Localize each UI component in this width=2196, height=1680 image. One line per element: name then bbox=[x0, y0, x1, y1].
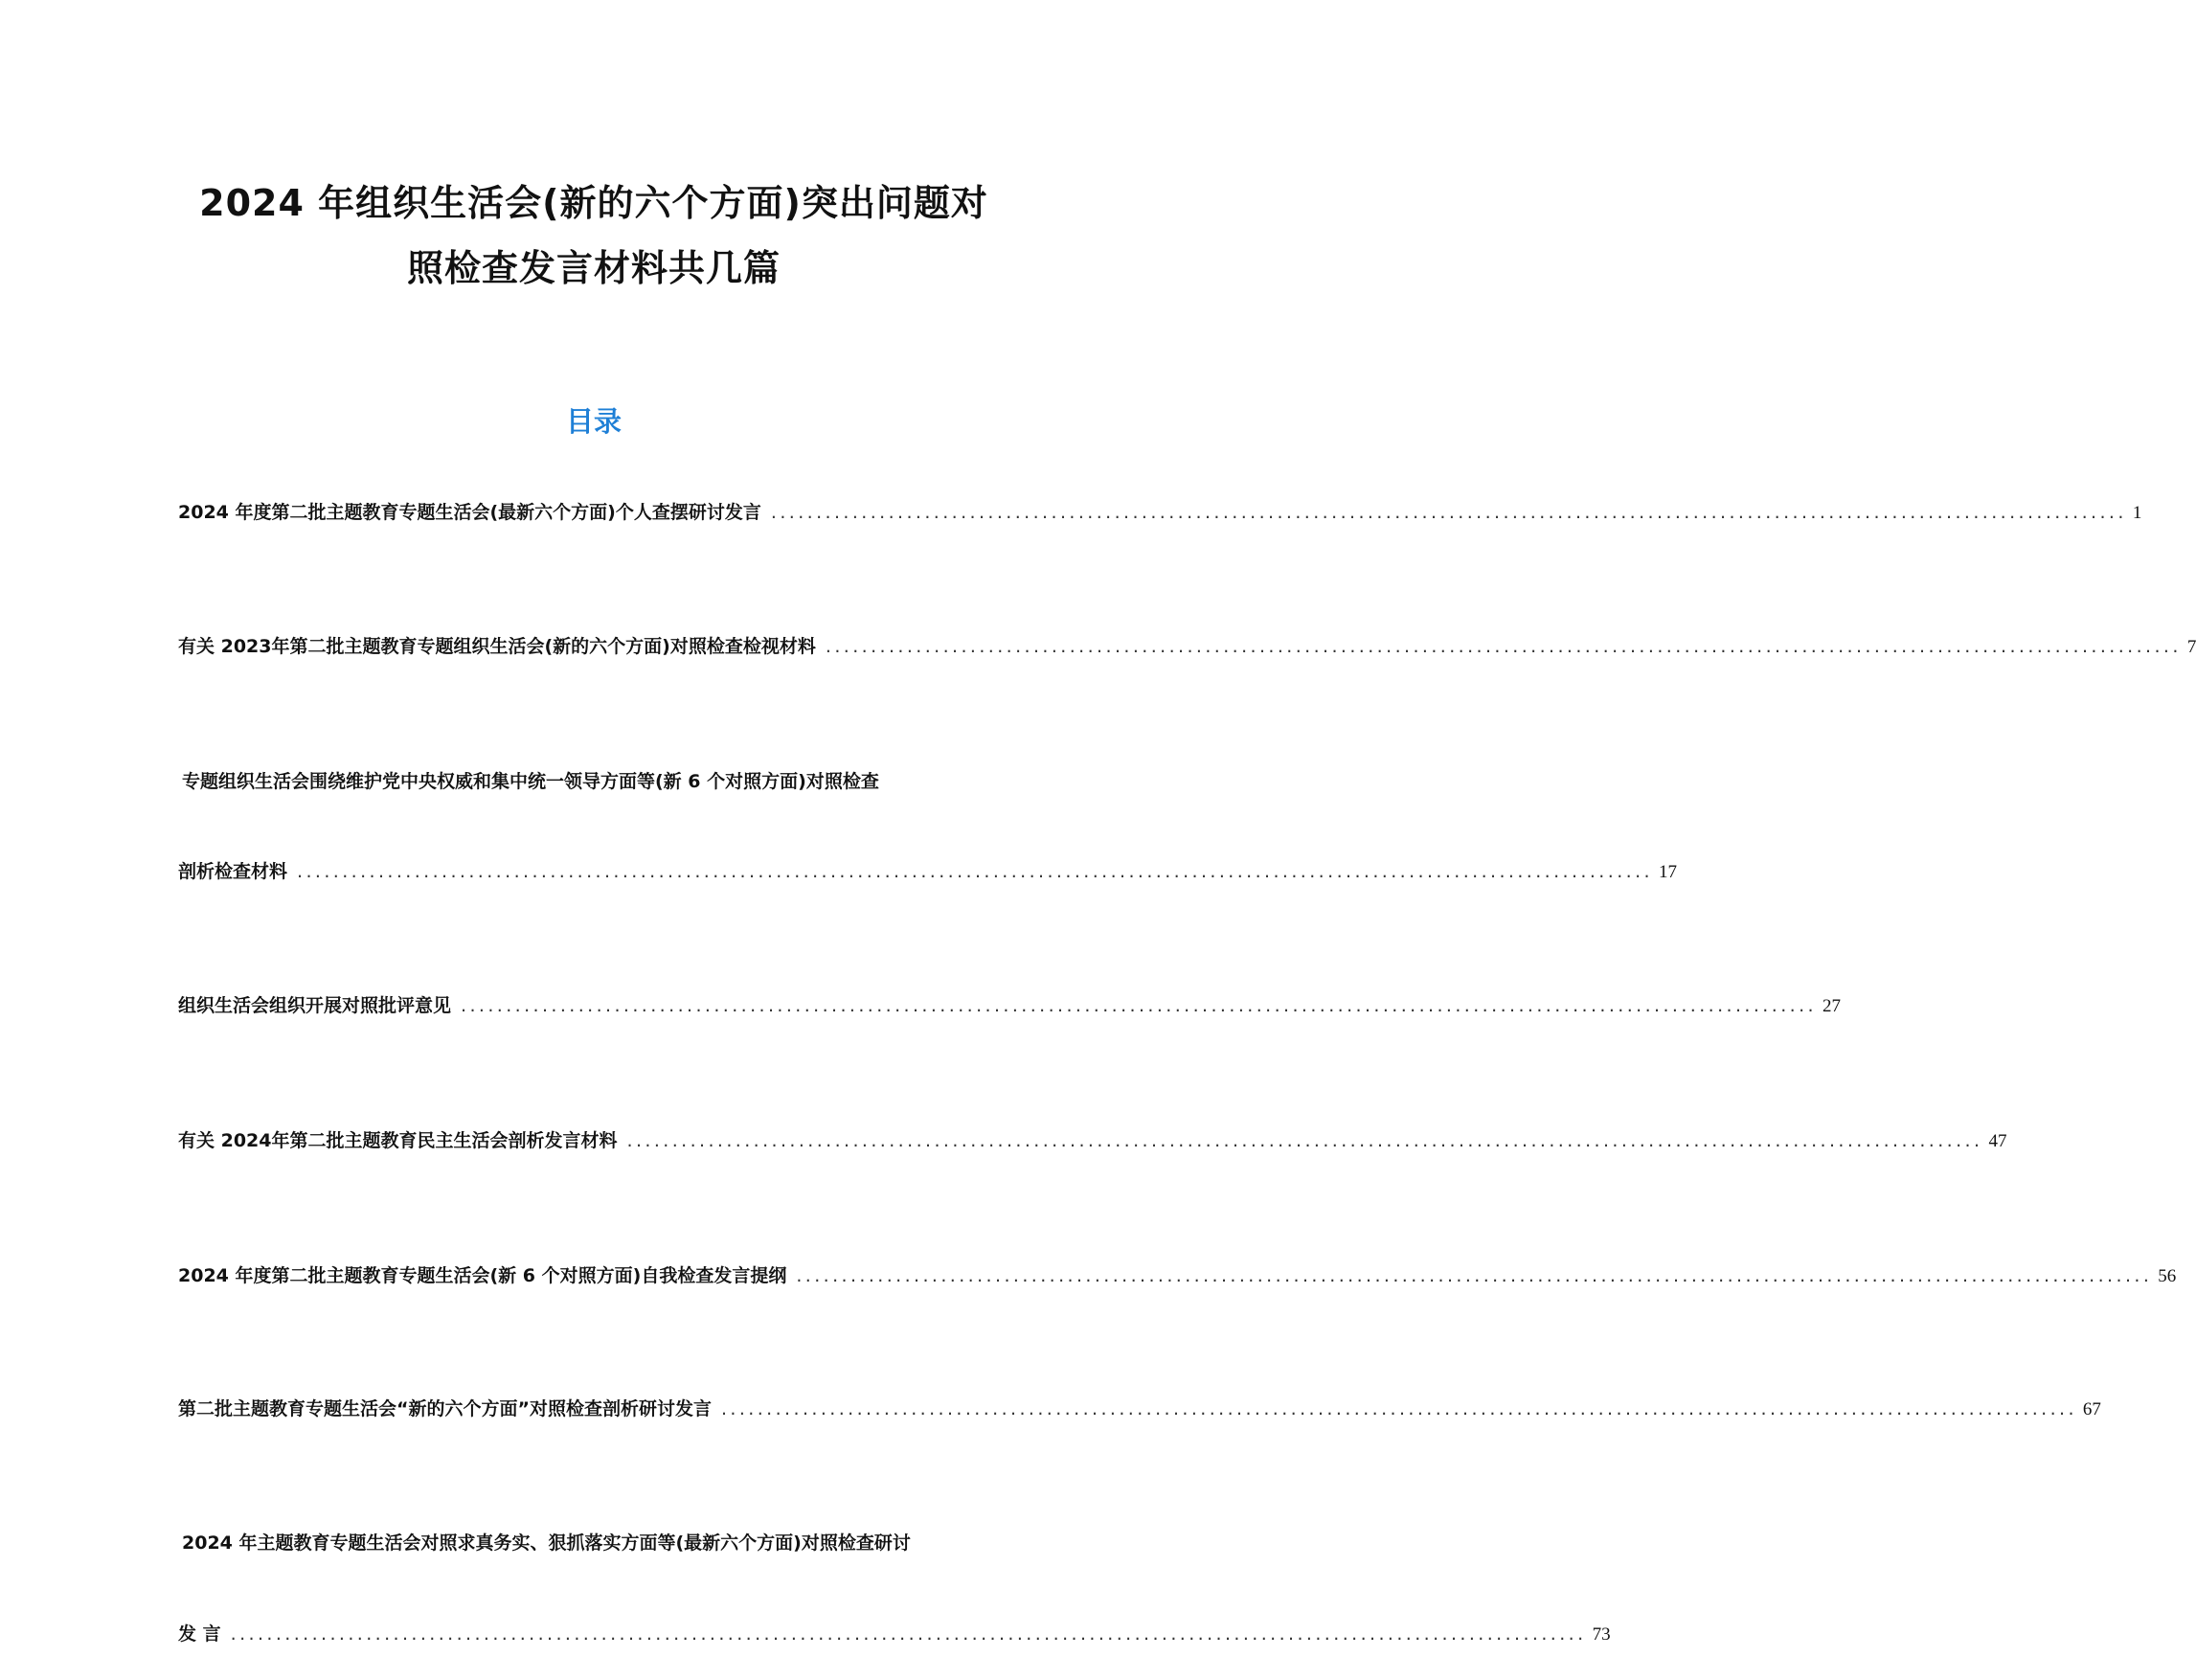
toc-entry-7[interactable] bbox=[178, 1397, 2101, 1421]
toc-entry-title: 有关 2023年第二批主题教育专题组织生活会(新的六个方面)对照检查检视材料 bbox=[178, 636, 816, 657]
toc-leader-dots: ...................................................................................................................................................... bbox=[461, 995, 1817, 1016]
toc-entry-title: 有关 2024年第二批主题教育民主生活会剖析发言材料 bbox=[178, 1130, 618, 1151]
toc-entry-6[interactable] bbox=[178, 1264, 2177, 1288]
toc-leader-dots: ...................................................................................................................................................... bbox=[796, 1265, 2153, 1286]
toc-entry-2[interactable] bbox=[178, 635, 2196, 659]
toc-entry-page: 7 bbox=[2186, 637, 2196, 657]
document-title-line-2: 照检查发言材料共几篇 bbox=[406, 247, 781, 289]
toc-entry-3-line-1[interactable] bbox=[182, 770, 1007, 793]
toc-entry-page: 27 bbox=[1822, 996, 1841, 1016]
toc-entry-title-continued: 剖析检查材料 bbox=[178, 861, 288, 882]
toc-entry-page: 1 bbox=[2132, 503, 2142, 523]
toc-entry-page: 17 bbox=[1658, 862, 1677, 882]
toc-entry-1[interactable] bbox=[178, 501, 2142, 525]
toc-entry-title: 专题组织生活会围绕维护党中央权威和集中统一领导方面等(新 6 个对照方面)对照检查 bbox=[182, 771, 879, 792]
toc-entry-title: 第二批主题教育专题生活会“新的六个方面”对照检查剖析研讨发言 bbox=[178, 1398, 712, 1419]
toc-entry-page: 67 bbox=[2082, 1399, 2101, 1419]
document-title-line-1: 2024 年组织生活会(新的六个方面)突出问题对 bbox=[199, 182, 988, 224]
toc-leader-dots: ...................................................................................................................................................... bbox=[626, 1130, 1983, 1151]
toc-entry-3[interactable] bbox=[178, 860, 1677, 884]
toc-entry-page: 73 bbox=[1592, 1624, 1611, 1645]
toc-leader-dots: ...................................................................................................................................................... bbox=[297, 861, 1653, 882]
toc-entry-page: 47 bbox=[1988, 1131, 2007, 1151]
toc-entry-title: 组织生活会组织开展对照批评意见 bbox=[178, 995, 452, 1016]
toc-leader-dots: ...................................................................................................................................................... bbox=[825, 636, 2182, 657]
toc-entry-title-continued: 发 言 bbox=[178, 1623, 221, 1645]
toc-leader-dots: ...................................................................................................................................................... bbox=[720, 1398, 2077, 1419]
toc-entry-8[interactable] bbox=[178, 1623, 1611, 1646]
toc-entry-title: 2024 年度第二批主题教育专题生活会(最新六个方面)个人查摆研讨发言 bbox=[178, 502, 761, 523]
toc-entry-5[interactable] bbox=[178, 1129, 2007, 1153]
toc-leader-dots: ...................................................................................................................................................... bbox=[230, 1623, 1587, 1645]
document-title bbox=[153, 170, 1034, 301]
toc-entry-page: 56 bbox=[2158, 1266, 2177, 1286]
toc-leader-dots: ...................................................................................................................................................... bbox=[770, 502, 2127, 523]
toc-entry-title: 2024 年主题教育专题生活会对照求真务实、狠抓落实方面等(最新六个方面)对照检查研讨 bbox=[182, 1532, 911, 1554]
toc-entry-8-line-1[interactable] bbox=[182, 1532, 1007, 1555]
toc-heading: 目录 bbox=[565, 405, 622, 438]
toc-entry-4[interactable] bbox=[178, 994, 1841, 1018]
toc-entry-title: 2024 年度第二批主题教育专题生活会(新 6 个对照方面)自我检查发言提纲 bbox=[178, 1265, 787, 1286]
